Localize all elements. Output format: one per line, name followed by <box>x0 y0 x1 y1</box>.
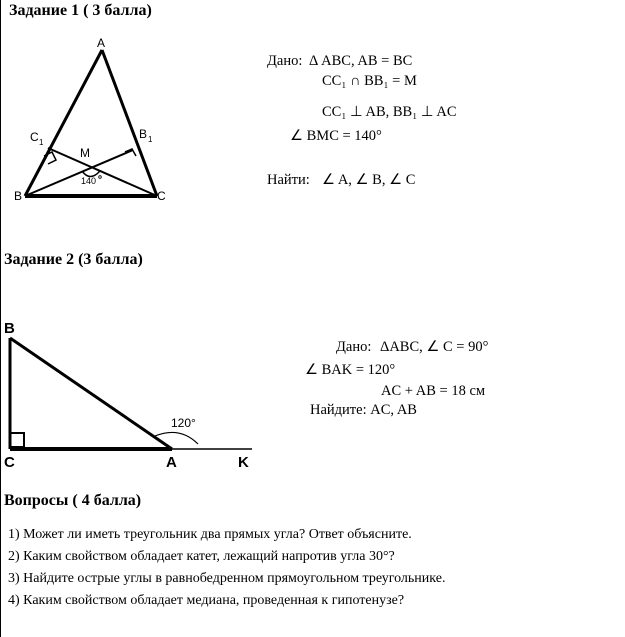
point-b1-label: B <box>139 127 148 141</box>
task1-given-line2: CC₁ ∩ BB₁ = M <box>322 73 417 89</box>
vertex-b-label: B <box>4 320 15 337</box>
task1-given-line1: Δ ABC, AB = BC <box>309 53 413 69</box>
angle-bak-label: 120° <box>171 416 196 430</box>
task1-figure <box>0 28 230 228</box>
task2-given-label: Дано: <box>336 339 372 355</box>
vertex-b-label: B <box>14 189 23 203</box>
task1-header: Задание 1 ( 3 балла) <box>9 2 152 19</box>
point-b1-sub: 1 <box>148 135 153 144</box>
task2-find: Найдите: AC, AB <box>310 402 417 418</box>
question-item: 2) Каким свойством обладает катет, лежащий напротив угла 30°? <box>8 549 395 564</box>
vertex-c-label: C <box>4 454 15 470</box>
question-item: 4) Каким свойством обладает медиана, проведенная к гипотенузе? <box>8 593 405 608</box>
point-c1-label: C <box>30 130 39 144</box>
task1-given-label: Дано: <box>267 53 303 69</box>
task2-figure <box>0 318 260 470</box>
task1-given-line3: CC₁ ⊥ AB, BB₁ ⊥ AC <box>322 104 457 120</box>
task1-find-label: Найти: <box>267 172 310 188</box>
point-k-label: K <box>238 454 249 470</box>
angle-bmc-label: 140 <box>81 176 97 186</box>
task2-given-line1: ΔABC, ∠ C = 90° <box>380 339 489 355</box>
question-item: 3) Найдите острые углы в равнобедренном прямоугольном треугольнике. <box>8 571 446 586</box>
task1-find: ∠ A, ∠ B, ∠ C <box>322 172 416 188</box>
vertex-a-label: A <box>97 36 106 50</box>
vertex-c-label: C <box>157 189 166 203</box>
vertex-a-label: A <box>166 454 177 470</box>
task2-given-line3: AC + AB = 18 см <box>381 383 486 399</box>
task2-header: Задание 2 (3 балла) <box>4 251 143 268</box>
questions-header: Вопросы ( 4 балла) <box>4 492 142 509</box>
task2-given-line2: ∠ BAK = 120° <box>305 362 396 378</box>
point-c1-sub: 1 <box>39 138 44 147</box>
point-m-label: M <box>80 146 90 160</box>
question-item: 1) Может ли иметь треугольник два прямых угла? Ответ объясните. <box>8 527 412 542</box>
task1-given-line4: ∠ BMC = 140° <box>290 128 382 144</box>
